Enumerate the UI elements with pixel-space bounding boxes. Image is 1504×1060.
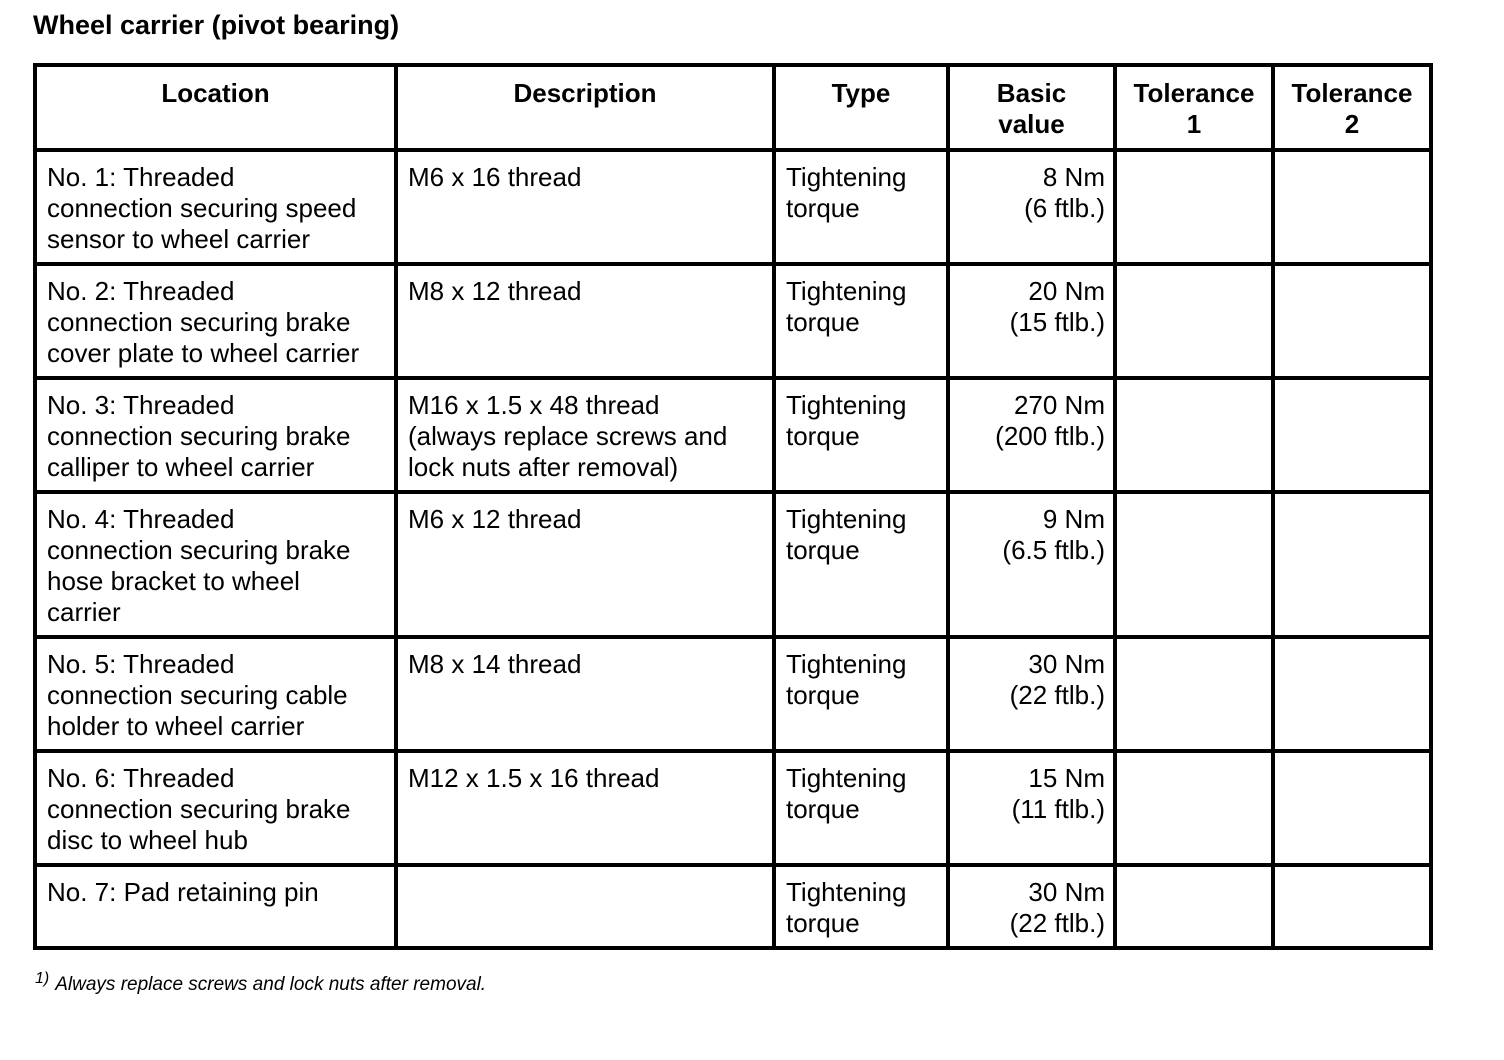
cell-type xyxy=(774,637,948,751)
cell-description xyxy=(396,751,774,865)
header-type xyxy=(774,65,948,150)
cell-description xyxy=(396,492,774,637)
header-location: Location xyxy=(35,65,396,150)
cell-tolerance1 xyxy=(1115,150,1273,264)
page-title: Wheel carrier (pivot bearing) xyxy=(33,10,400,40)
cell-type-line: torque xyxy=(786,421,860,451)
cell-tolerance1 xyxy=(1115,637,1273,751)
cell-location-line: No. 1: Threaded xyxy=(47,162,235,192)
cell-type-line: torque xyxy=(786,307,860,337)
cell-value-line: 30 Nm xyxy=(1028,877,1105,907)
cell-tolerance2 xyxy=(1273,751,1431,865)
cell-description-line: lock nuts after removal) xyxy=(408,452,679,482)
cell-location-line: connection securing cable xyxy=(47,680,348,710)
header-tolerance-1 xyxy=(1115,65,1273,150)
cell-value-line: 9 Nm xyxy=(1042,504,1105,534)
cell-value xyxy=(948,865,1115,948)
cell-value-line: 15 Nm xyxy=(1028,763,1105,793)
header-basic-value xyxy=(948,65,1115,150)
cell-type xyxy=(774,865,948,948)
cell-value-line: 20 Nm xyxy=(1028,276,1105,306)
cell-location-line: disc to wheel hub xyxy=(47,825,248,855)
cell-type-line: Tightening xyxy=(786,276,907,306)
cell-location-line: connection securing brake xyxy=(47,421,351,451)
cell-type-line: torque xyxy=(786,193,860,223)
table-row xyxy=(35,378,1431,492)
cell-type-line: Tightening xyxy=(786,877,907,907)
cell-value xyxy=(948,264,1115,378)
cell-value xyxy=(948,637,1115,751)
cell-location-line: No. 3: Threaded xyxy=(47,390,235,420)
footnote-marker: 1) xyxy=(35,970,50,987)
table-row xyxy=(35,751,1431,865)
cell-description xyxy=(396,150,774,264)
torque-spec-table xyxy=(33,63,1433,950)
cell-location-line: sensor to wheel carrier xyxy=(47,224,310,254)
cell-tolerance1 xyxy=(1115,865,1273,948)
cell-type-line: Tightening xyxy=(786,390,907,420)
cell-description xyxy=(396,637,774,751)
header-description: Description xyxy=(396,65,774,150)
cell-type xyxy=(774,492,948,637)
cell-value-line: (11 ftlb.) xyxy=(1011,794,1105,824)
cell-type-line: torque xyxy=(786,535,860,565)
header-basic-value-line: Basic xyxy=(996,78,1067,108)
header-type-line: Type xyxy=(831,78,891,108)
cell-location xyxy=(35,637,396,751)
cell-value xyxy=(948,751,1115,865)
cell-type-line: Tightening xyxy=(786,763,907,793)
table-row xyxy=(35,492,1431,637)
cell-description-line: M6 x 16 thread xyxy=(408,162,582,192)
cell-location xyxy=(35,378,396,492)
cell-tolerance2 xyxy=(1273,378,1431,492)
header-tolerance-2-line: 2 xyxy=(1344,109,1360,139)
cell-type-line: Tightening xyxy=(786,649,907,679)
cell-description xyxy=(396,865,774,948)
cell-description-line: M8 x 14 thread xyxy=(408,649,582,679)
table-row xyxy=(35,637,1431,751)
cell-value-line: (15 ftlb.) xyxy=(1009,307,1105,337)
cell-type-line: torque xyxy=(786,680,860,710)
cell-location-line: holder to wheel carrier xyxy=(47,711,305,741)
cell-description xyxy=(396,378,774,492)
table-header-row xyxy=(35,65,1431,150)
cell-tolerance1 xyxy=(1115,751,1273,865)
table-row xyxy=(35,865,1431,948)
footnote xyxy=(35,970,486,996)
cell-tolerance2 xyxy=(1273,865,1431,948)
cell-location-line: connection securing brake xyxy=(47,794,351,824)
cell-location-line: carrier xyxy=(47,597,121,627)
header-tolerance-2-line: Tolerance xyxy=(1291,78,1413,108)
cell-tolerance1 xyxy=(1115,492,1273,637)
cell-description-line: M12 x 1.5 x 16 thread xyxy=(408,763,660,793)
cell-location-line: cover plate to wheel carrier xyxy=(47,338,360,368)
cell-value-line: (22 ftlb.) xyxy=(1009,680,1105,710)
cell-location-line: No. 2: Threaded xyxy=(47,276,235,306)
cell-description xyxy=(396,264,774,378)
cell-location-line: connection securing speed xyxy=(47,193,357,223)
cell-location-line: calliper to wheel carrier xyxy=(47,452,315,482)
cell-location xyxy=(35,150,396,264)
cell-value-line: (6.5 ftlb.) xyxy=(1002,535,1105,565)
cell-value xyxy=(948,378,1115,492)
cell-tolerance1 xyxy=(1115,378,1273,492)
cell-location-line: No. 5: Threaded xyxy=(47,649,235,679)
cell-tolerance2 xyxy=(1273,492,1431,637)
cell-tolerance2 xyxy=(1273,637,1431,751)
cell-location xyxy=(35,264,396,378)
header-tolerance-1-line: 1 xyxy=(1186,109,1202,139)
cell-location-line: No. 6: Threaded xyxy=(47,763,235,793)
cell-location-line: hose bracket to wheel xyxy=(47,566,300,596)
cell-description-line: M6 x 12 thread xyxy=(408,504,582,534)
cell-description-line: M16 x 1.5 x 48 thread xyxy=(408,390,660,420)
cell-tolerance1 xyxy=(1115,264,1273,378)
header-tolerance-1-line: Tolerance xyxy=(1133,78,1255,108)
cell-value xyxy=(948,150,1115,264)
table-row xyxy=(35,264,1431,378)
cell-type-line: torque xyxy=(786,794,860,824)
cell-type xyxy=(774,751,948,865)
footnote-text: Always replace screws and lock nuts after removal. xyxy=(55,974,487,995)
cell-description-line: M8 x 12 thread xyxy=(408,276,582,306)
cell-value-line: 270 Nm xyxy=(1013,390,1105,420)
cell-tolerance2 xyxy=(1273,264,1431,378)
cell-value-line: (200 ftlb.) xyxy=(995,421,1105,451)
header-tolerance-2 xyxy=(1273,65,1431,150)
cell-value-line: 8 Nm xyxy=(1042,162,1105,192)
cell-description-line: (always replace screws and xyxy=(408,421,728,451)
cell-type xyxy=(774,378,948,492)
cell-tolerance2 xyxy=(1273,150,1431,264)
cell-type xyxy=(774,264,948,378)
cell-location xyxy=(35,751,396,865)
cell-type xyxy=(774,150,948,264)
cell-value-line: (22 ftlb.) xyxy=(1009,908,1105,938)
cell-location xyxy=(35,865,396,948)
cell-value xyxy=(948,492,1115,637)
cell-value-line: 30 Nm xyxy=(1028,649,1105,679)
cell-value-line: (6 ftlb.) xyxy=(1024,193,1105,223)
cell-location-line: connection securing brake xyxy=(47,535,351,565)
cell-location-line: No. 7: Pad retaining pin xyxy=(47,877,319,907)
cell-location-line: No. 4: Threaded xyxy=(47,504,235,534)
cell-type-line: torque xyxy=(786,908,860,938)
table-body xyxy=(35,150,1431,948)
cell-location-line: connection securing brake xyxy=(47,307,351,337)
cell-type-line: Tightening xyxy=(786,162,907,192)
header-basic-value-line: value xyxy=(998,109,1065,139)
table-row xyxy=(35,150,1431,264)
cell-location xyxy=(35,492,396,637)
cell-type-line: Tightening xyxy=(786,504,907,534)
